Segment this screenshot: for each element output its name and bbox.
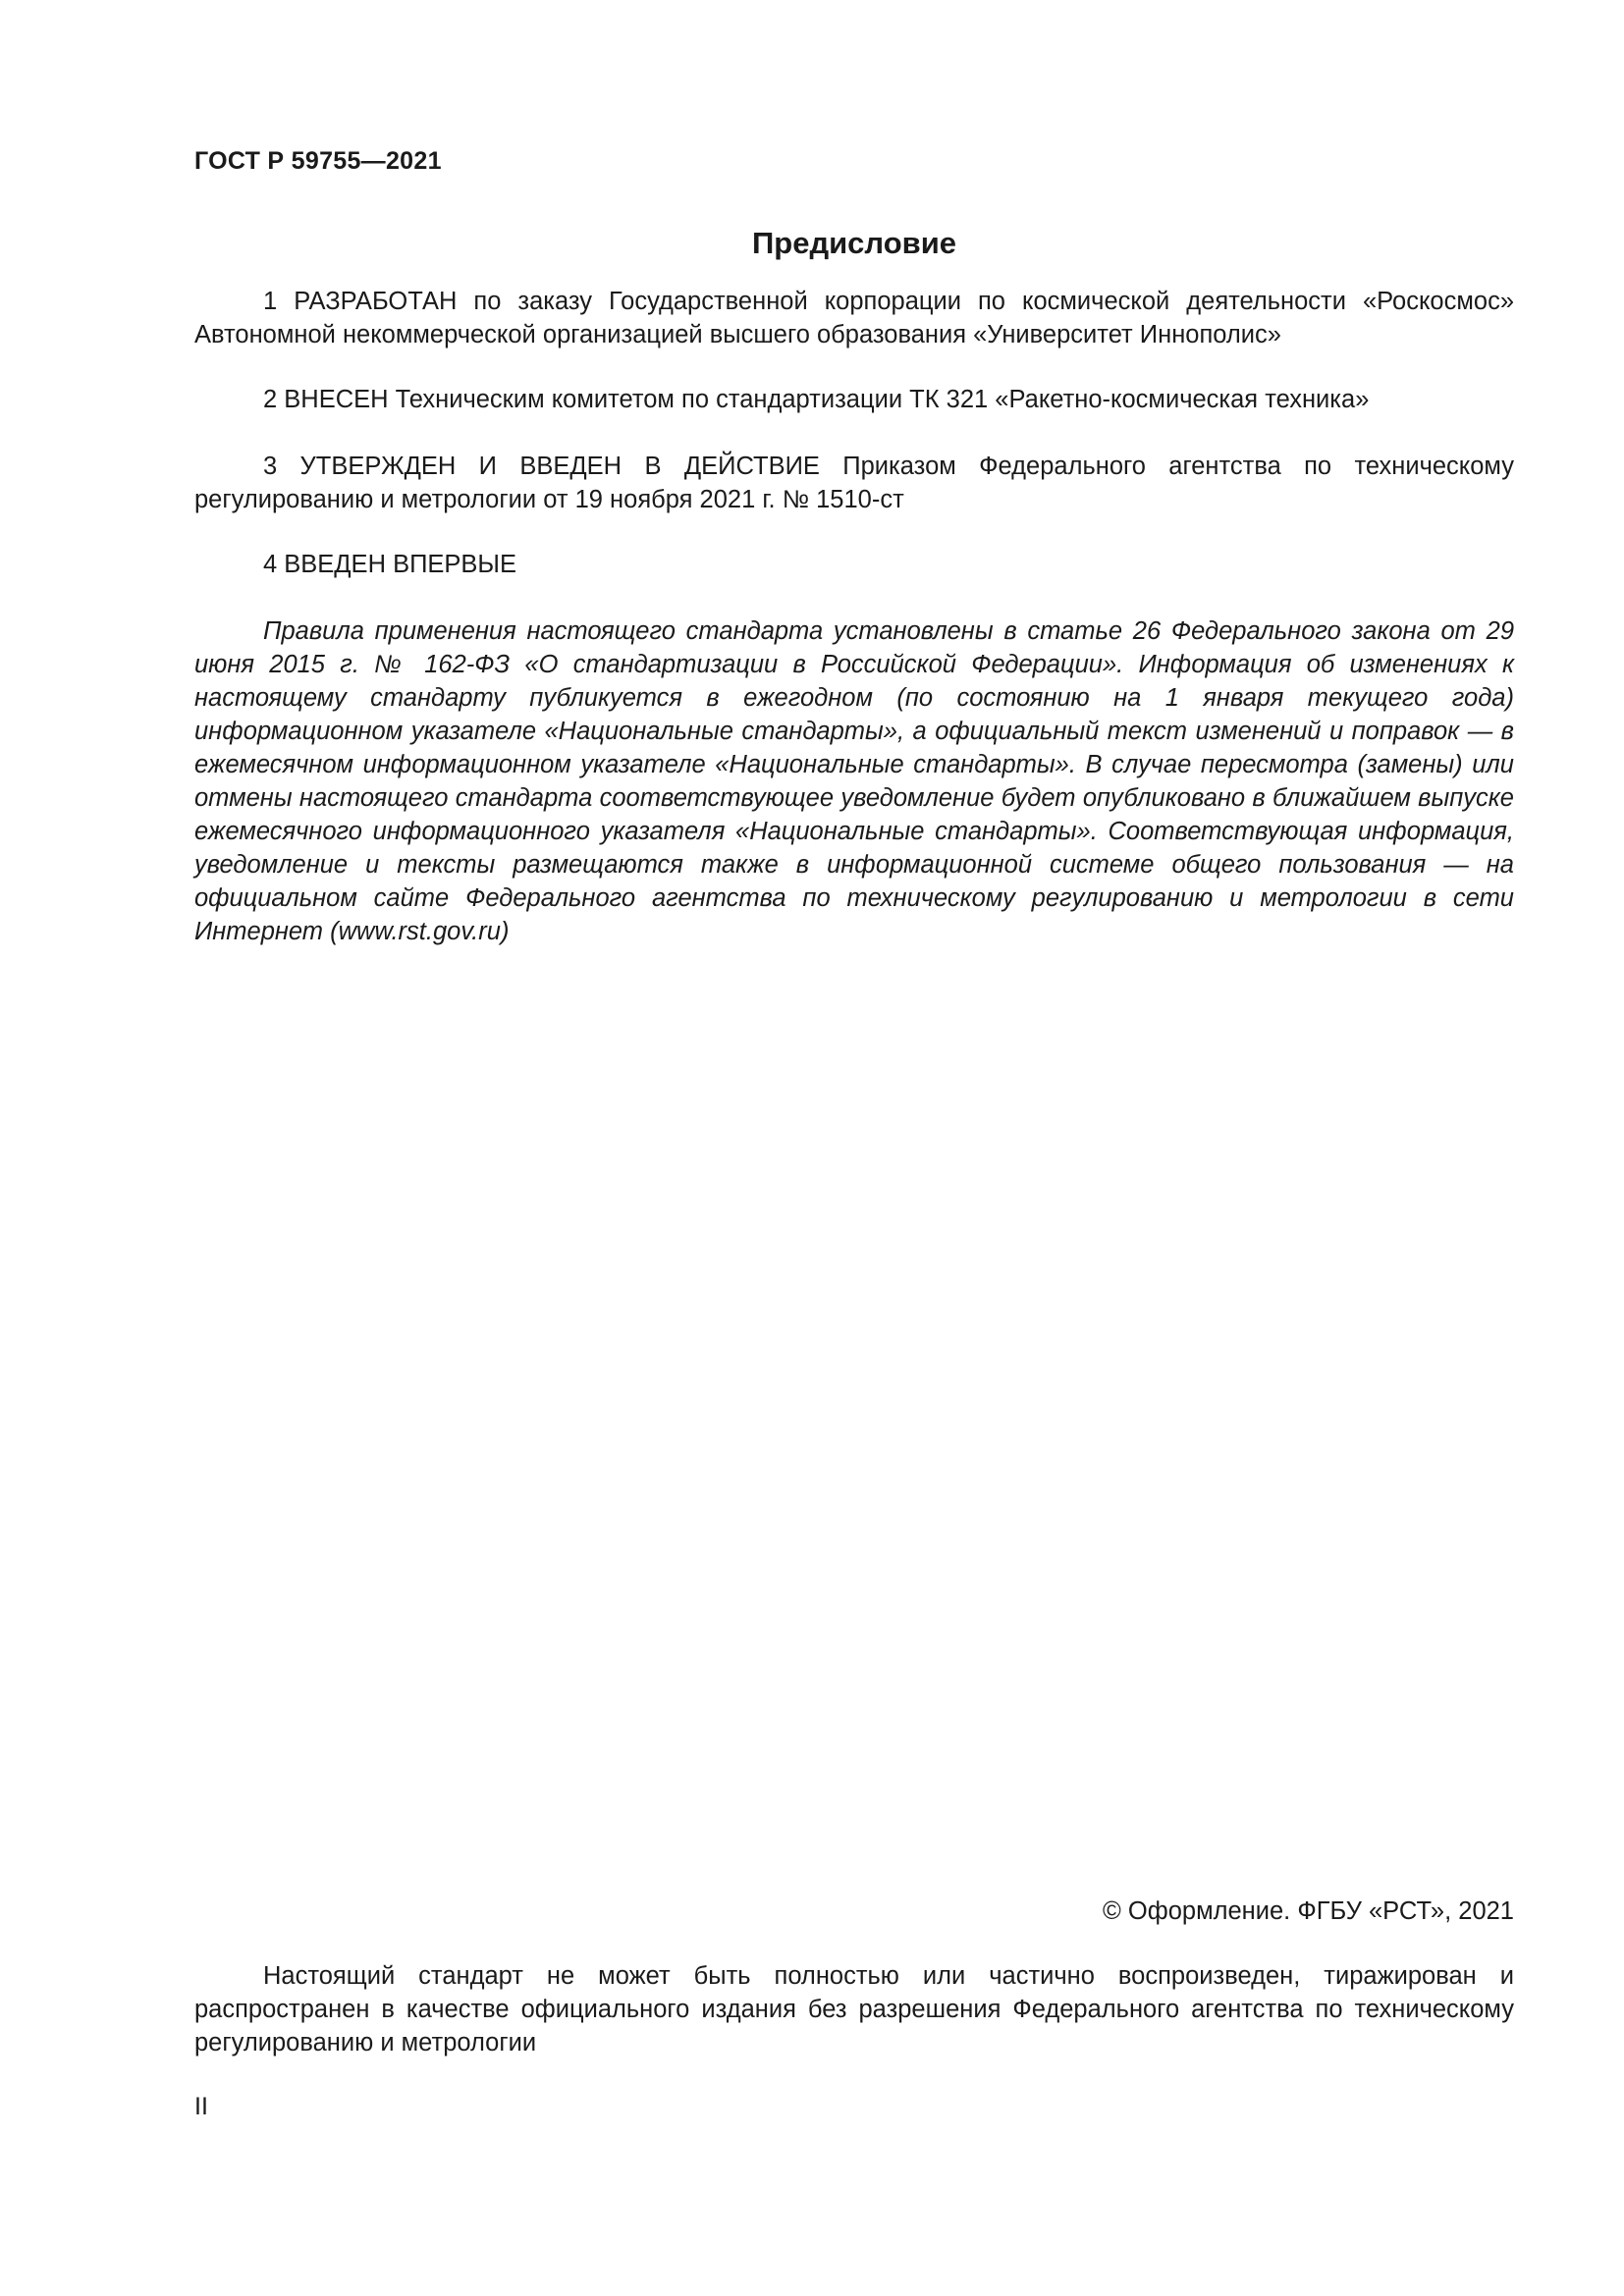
foreword-item-2: 2 ВНЕСЕН Техническим комитетом по стандартизации ТК 321 «Ракетно-космическая техника» xyxy=(263,386,1370,413)
foreword-item-4: 4 ВВЕДЕН ВПЕРВЫЕ xyxy=(263,551,517,578)
copyright-line: © Оформление. ФГБУ «РСТ», 2021 xyxy=(1103,1897,1514,1925)
standard-code: ГОСТ Р 59755—2021 xyxy=(194,147,442,175)
section-title: Предисловие xyxy=(751,226,956,260)
foreword-item-1: 1 РАЗРАБОТАН по заказу Государственной корпорации по космической деятельности «Роскосмос» Автономной некоммерческой организацией высшего образования «Университет Иннополис» xyxy=(194,288,1514,348)
application-rules-paragraph: Правила применения настоящего стандарта установлены в статье 26 Федерального закона от 29 июня 2015 г. № 162-ФЗ «О стандартизации в Российской Федерации». Информация об изменениях к настоящему стандарту публикуется в ежегодном (по состоянию на 1 января текущего года) информационном указателе «Национальные стандарты», а официальный текст изменений и поправок — в ежемесячном информационном указателе «Национальные стандарты». В случае пересмотра (замены) или отмены настоящего стандарта соответствующее уведомление будет опубликовано в ближайшем выпуске ежемесячного информационного указателя «Национальные стандарты». Соответствующая информация, уведомление и тексты размещаются также в информационной системе общего пользования — на официальном сайте Федерального агентства по техническому регулированию и метрологии в сети Интернет (www.rst.gov.ru) xyxy=(194,617,1514,945)
reproduction-notice: Настоящий стандарт не может быть полностью или частично воспроизведен, тиражирован и распространен в качестве официального издания без разрешения Федерального агентства по техническому регулированию и метрологии xyxy=(194,1962,1514,2056)
page-number: II xyxy=(194,2093,208,2120)
foreword-item-3: 3 УТВЕРЖДЕН И ВВЕДЕН В ДЕЙСТВИЕ Приказом Федерального агентства по техническому регулированию и метрологии от 19 ноября 2021 г. № 1510-ст xyxy=(194,453,1514,513)
